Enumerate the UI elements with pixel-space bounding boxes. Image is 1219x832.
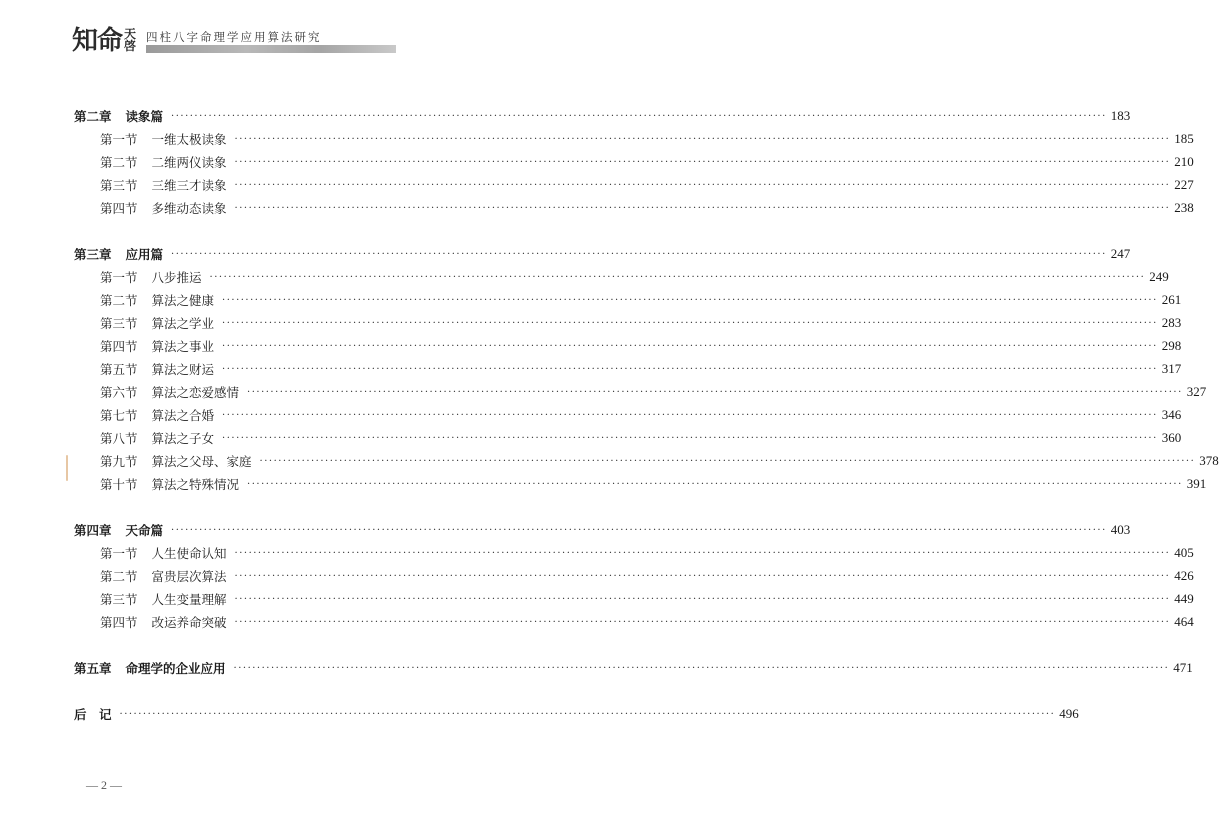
- toc-page-number: 247: [1110, 246, 1131, 261]
- toc-entry-label: [74, 245, 163, 263]
- toc-entry-label: [100, 337, 214, 355]
- toc-entry-number: 第一节: [100, 546, 138, 561]
- toc-entry-title: 算法之恋爱感情: [151, 385, 240, 400]
- toc-page-number: 426: [1174, 568, 1194, 583]
- toc-entry-label: [100, 383, 239, 401]
- toc-entry-title: 算法之合婚: [151, 408, 215, 423]
- toc-leader-dots: ········································································································································································································: [234, 133, 1171, 145]
- toc-entry-label: [100, 130, 227, 148]
- toc-page-number: 249: [1149, 269, 1169, 284]
- toc-entry-number: 第二节: [100, 293, 138, 308]
- toc-entry-label: [74, 521, 163, 539]
- toc-section-row: [100, 128, 1194, 150]
- toc-entry-title: 天命篇: [125, 523, 164, 538]
- toc-page-number: 346: [1161, 407, 1182, 422]
- toc-section-row: [100, 151, 1194, 173]
- toc-section-row: [100, 266, 1169, 288]
- toc-entry-number: 第八节: [100, 431, 138, 446]
- page-number: — 2 —: [86, 778, 122, 792]
- toc-section-row: [100, 450, 1219, 472]
- toc-page-number: 496: [1059, 706, 1079, 721]
- toc-entry-label: [100, 176, 227, 194]
- toc-leader-dots: ········································································································································································································: [234, 570, 1171, 582]
- toc-page-number: 283: [1161, 315, 1182, 330]
- toc-entry-title: 一维太极读象: [151, 132, 227, 147]
- margin-mark: [66, 455, 68, 481]
- toc-page-number: 471: [1173, 660, 1193, 675]
- toc-entry-label: [74, 107, 163, 125]
- toc-leader-dots: ········································································································································································································: [222, 340, 1158, 352]
- toc-entry-title: 多维动态读象: [151, 201, 227, 216]
- toc-page-number: 327: [1186, 384, 1207, 399]
- toc-entry-label: [74, 659, 226, 677]
- toc-entry-title: 人生使命认知: [151, 546, 227, 561]
- toc-leader-dots: ········································································································································································································: [234, 593, 1171, 605]
- toc-entry-title: 读象篇: [125, 109, 164, 124]
- toc-entry-label: [74, 705, 112, 723]
- toc-section-row: [100, 312, 1182, 334]
- toc-entry-title: 算法之事业: [151, 339, 215, 354]
- toc-section-row: [100, 358, 1182, 380]
- toc-entry-title: 应用篇: [125, 247, 164, 262]
- toc-page-number: 185: [1174, 131, 1194, 146]
- toc-entry-title: 算法之财运: [151, 362, 215, 377]
- toc-entry-number: 第七节: [100, 408, 138, 423]
- toc-page-number: 378: [1199, 453, 1219, 468]
- toc-entry-title: 富贵层次算法: [151, 569, 227, 584]
- header-decorative-bar: [146, 45, 396, 53]
- toc-entry-label: [100, 613, 227, 631]
- toc-chapter-row: [74, 243, 1131, 265]
- toc-entry-label: [100, 429, 214, 447]
- toc-entry-title: 算法之父母、家庭: [151, 454, 252, 469]
- toc-chapter-row: [74, 703, 1079, 725]
- toc-leader-dots: ········································································································································································································: [234, 616, 1171, 628]
- toc-section-row: [100, 427, 1182, 449]
- toc-section-row: [100, 381, 1207, 403]
- toc-entry-title: 二维两仪读象: [151, 155, 227, 170]
- toc-leader-dots: ········································································································································································································: [259, 455, 1196, 467]
- toc-entry-number: 第三节: [100, 178, 138, 193]
- toc-section-row: [100, 335, 1182, 357]
- book-title: 四柱八字命理学应用算法研究: [146, 30, 322, 44]
- toc-section-row: [100, 197, 1194, 219]
- toc-entry-title: 人生变量理解: [151, 592, 227, 607]
- toc-entry-number: 第九节: [100, 454, 138, 469]
- toc-page-number: 227: [1174, 177, 1194, 192]
- toc-entry-number: 第十节: [100, 477, 138, 492]
- toc-section-row: [100, 473, 1207, 495]
- toc-entry-number: 后 记: [74, 707, 112, 722]
- toc-entry-number: 第三节: [100, 316, 138, 331]
- toc-entry-label: [100, 475, 239, 493]
- toc-entry-title: 命理学的企业应用: [125, 661, 226, 676]
- toc-entry-number: 第四节: [100, 339, 138, 354]
- toc-entry-number: 第五节: [100, 362, 138, 377]
- toc-leader-dots: ········································································································································································································: [233, 662, 1170, 674]
- toc-page-number: 391: [1186, 476, 1207, 491]
- toc-entry-label: [100, 314, 214, 332]
- toc-leader-dots: ········································································································································································································: [247, 386, 1183, 398]
- toc-page-number: 317: [1161, 361, 1182, 376]
- toc-leader-dots: ········································································································································································································: [209, 271, 1146, 283]
- toc-page-number: 298: [1161, 338, 1182, 353]
- toc-entry-number: 第三章: [74, 247, 112, 262]
- toc-page-number: 464: [1174, 614, 1194, 629]
- toc-section-row: [100, 611, 1194, 633]
- toc-entry-title: 算法之健康: [151, 293, 215, 308]
- toc-leader-dots: ········································································································································································································: [171, 524, 1107, 536]
- toc-entry-label: [100, 360, 214, 378]
- toc-entry-label: [100, 567, 227, 585]
- toc-page-number: 405: [1174, 545, 1194, 560]
- toc-entry-label: [100, 199, 227, 217]
- toc-entry-number: 第一节: [100, 270, 138, 285]
- toc-entry-number: 第三节: [100, 592, 138, 607]
- toc-chapter-row: [74, 519, 1131, 541]
- toc-leader-dots: ········································································································································································································: [247, 478, 1183, 490]
- toc-entry-number: 第一节: [100, 132, 138, 147]
- toc-leader-dots: ········································································································································································································: [222, 294, 1158, 306]
- toc-entry-title: 算法之特殊情况: [151, 477, 240, 492]
- toc-entry-number: 第二节: [100, 569, 138, 584]
- toc-page-number: 403: [1110, 522, 1131, 537]
- toc-entry-number: 第四节: [100, 615, 138, 630]
- toc-entry-title: 三维三才读象: [151, 178, 227, 193]
- toc-page-number: 210: [1174, 154, 1194, 169]
- toc-entry-number: 第二节: [100, 155, 138, 170]
- logo: 知命: [72, 26, 123, 56]
- toc-leader-dots: ········································································································································································································: [171, 110, 1107, 122]
- toc-leader-dots: ········································································································································································································: [234, 547, 1171, 559]
- toc-leader-dots: ········································································································································································································: [119, 708, 1056, 720]
- toc-entry-number: 第二章: [74, 109, 112, 124]
- toc-leader-dots: ········································································································································································································: [222, 432, 1158, 444]
- toc-section-row: [100, 289, 1182, 311]
- toc-entry-label: [100, 544, 227, 562]
- toc-page-number: 183: [1110, 108, 1131, 123]
- toc-leader-dots: ········································································································································································································: [171, 248, 1107, 260]
- toc-leader-dots: ········································································································································································································: [234, 156, 1171, 168]
- toc-entry-label: [100, 291, 214, 309]
- toc-section-row: [100, 174, 1194, 196]
- toc-entry-title: 算法之子女: [151, 431, 215, 446]
- toc-section-row: [100, 404, 1182, 426]
- toc-section-row: [100, 565, 1194, 587]
- toc-leader-dots: ········································································································································································································: [222, 363, 1158, 375]
- toc-entry-number: 第六节: [100, 385, 138, 400]
- logo-subtitle: 天啓: [124, 27, 137, 53]
- toc-page-number: 261: [1161, 292, 1182, 307]
- toc-page-number: 238: [1174, 200, 1194, 215]
- toc-chapter-row: [74, 105, 1131, 127]
- toc-section-row: [100, 588, 1194, 610]
- toc-entry-number: 第四节: [100, 201, 138, 216]
- toc-entry-label: [100, 452, 252, 470]
- toc-leader-dots: ········································································································································································································: [234, 179, 1171, 191]
- toc-entry-label: [100, 406, 214, 424]
- toc-leader-dots: ········································································································································································································: [234, 202, 1171, 214]
- toc-entry-title: 算法之学业: [151, 316, 215, 331]
- toc-leader-dots: ········································································································································································································: [222, 317, 1158, 329]
- toc-entry-number: 第五章: [74, 661, 112, 676]
- toc-entry-title: 改运养命突破: [151, 615, 227, 630]
- toc-entry-label: [100, 268, 202, 286]
- toc-page-number: 449: [1174, 591, 1194, 606]
- toc-leader-dots: ········································································································································································································: [222, 409, 1158, 421]
- toc-entry-title: 八步推运: [151, 270, 202, 285]
- toc-section-row: [100, 542, 1194, 564]
- toc-entry-number: 第四章: [74, 523, 112, 538]
- running-header: [72, 24, 522, 64]
- toc-chapter-row: [74, 657, 1193, 679]
- toc-entry-label: [100, 153, 227, 171]
- toc-entry-label: [100, 590, 227, 608]
- toc-page-number: 360: [1161, 430, 1182, 445]
